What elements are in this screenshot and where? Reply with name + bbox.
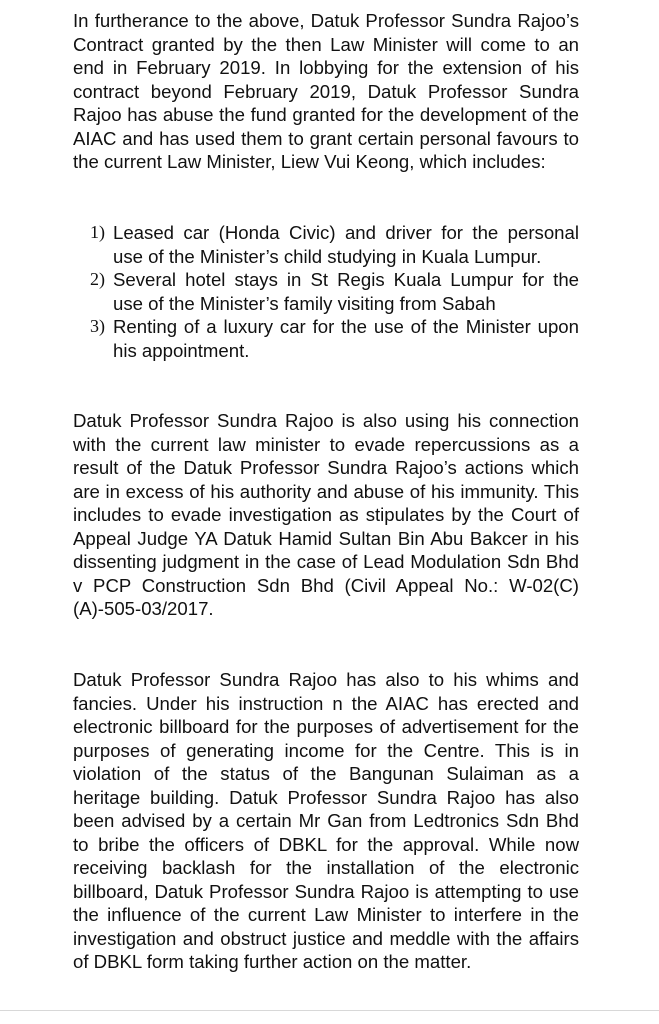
paragraph-evading-repercussions: Datuk Professor Sundra Rajoo is also using his connection with the current law minister to evade repercussions as a result of the Datuk Professor Sundra Rajoo’s actions which are in excess of his authority and abuse of his immunity. This includes to evade investigation as stipulates by the Court of Appeal Judge YA Datuk Hamid Sultan Bin Abu Bakcer in his dissenting judgment in the case of Lead Modulation Sdn Bhd v PCP Construction Sdn Bhd (Civil Appeal No.: W-02(C)(A)-505-03/2017. xyxy=(73,410,579,619)
list-item-number: 1) xyxy=(90,222,105,242)
list-item-text: Several hotel stays in St Regis Kuala Lumpur for the use of the Minister’s family visiting from Sabah xyxy=(113,269,579,314)
list-item-text: Leased car (Honda Civic) and driver for the personal use of the Minister’s child studying in Kuala Lumpur. xyxy=(113,222,579,267)
list-item xyxy=(90,221,579,268)
list-item xyxy=(90,315,579,362)
bottom-divider xyxy=(0,1010,659,1011)
list-item-number: 2) xyxy=(90,269,105,289)
paragraph-electronic-billboard: Datuk Professor Sundra Rajoo has also to his whims and fancies. Under his instruction n the AIAC has erected and electronic billboard for the purposes of advertisement for the purposes of generating income for the Centre. This is in violation of the status of the Bangunan Sulaiman as a heritage building. Datuk Professor Sundra Rajoo has also been advised by a certain Mr Gan from Ledtronics Sdn Bhd to bribe the officers of DBKL for the approval. While now receiving backlash for the installation of the electronic billboard, Datuk Professor Sundra Rajoo is attempting to use the influence of the current Law Minister to interfere in the investigation and obstruct justice and meddle with the affairs of DBKL form taking further action on the matter. xyxy=(73,669,579,972)
list-item-number: 3) xyxy=(90,316,105,336)
paragraph-contract-lobbying: In furtherance to the above, Datuk Professor Sundra Rajoo’s Contract granted by the then Law Minister will come to an end in February 2019. In lobbying for the extension of his contract beyond February 2019, Datuk Professor Sundra Rajoo has abuse the fund granted for the development of the AIAC and has used them to grant certain personal favours to the current Law Minister, Liew Vui Keong, which includes: xyxy=(73,10,579,172)
list-item-text: Renting of a luxury car for the use of the Minister upon his appointment. xyxy=(113,316,579,361)
favours-list xyxy=(90,221,579,362)
list-item xyxy=(90,268,579,315)
